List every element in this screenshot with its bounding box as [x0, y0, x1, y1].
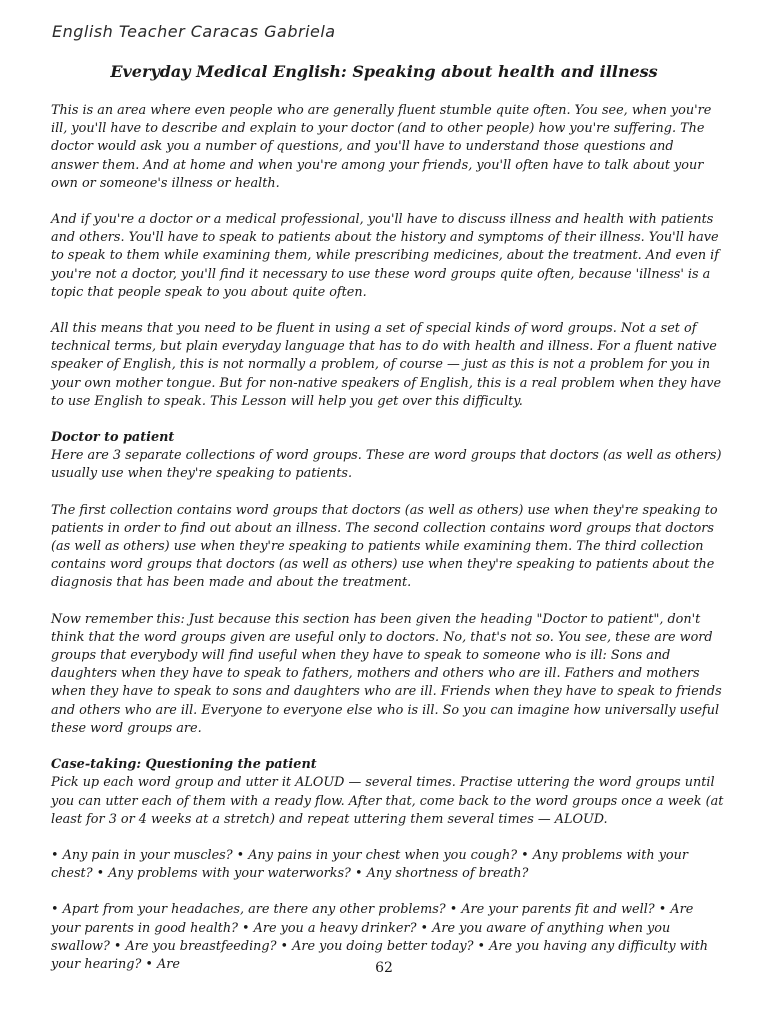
collections-intro-paragraph: Here are 3 separate collections of word groups. These are word groups that doctors (as well as others) usually use when they're speaking to patients.: [51, 448, 722, 482]
page-title: Everyday Medical English: Speaking about health and illness: [110, 62, 658, 81]
header-note: English Teacher Caracas Gabriela: [52, 22, 336, 41]
section-heading-doctor-to-patient: Doctor to patient: [51, 430, 175, 446]
page-number: 62: [375, 960, 393, 976]
intro-paragraph: This is an area where even people who are generally fluent stumble quite often. You see, when you're ill, you'll have to describe and explain to your doctor (and to other people) how you're suffering. The doctor would ask you a number of questions, and you'll have to understand those questions and answer them. And at home and when you're among your friends, you'll often have to talk about your own or someone's illness or health.: [51, 103, 712, 191]
remember-paragraph: Now remember this: Just because this section has been given the heading "Doctor to patient", don't think that the word groups given are useful only to doctors. No, that's not so. You see, these are word groups that everybody will find useful when they have to speak to someone who is ill: Sons and daughters when they have to speak to fathers, mothers and others who are ill. Fathers and mothers when they have to speak to sons and daughters who are ill. Friends when they have to speak to friends and others who are ill. Everyone to everyone else who is ill. So you can imagine how universally useful these word groups are.: [51, 611, 722, 736]
questions-list-1: • Any pain in your muscles? • Any pains in your chest when you cough? • Any problems with your chest? • Any problems with your waterworks? • Any shortness of breath?: [51, 847, 688, 882]
practice-paragraph: Pick up each word group and utter it ALOUD — several times. Practise uttering the word groups until you can utter each of them with a ready flow. After that, come back to the word groups once a week (at least for 3 or 4 weeks at a stretch) and repeat uttering them several times — ALOUD.: [51, 775, 724, 827]
questions-list-2: • Apart from your headaches, are there any other problems? • Are your parents fit and well? • Are your parents in good health? • Are you a heavy drinker? • Are you aware of anything when you swallow? • Are you breastfeeding? • Are you doing better today? • Are you having any difficulty with your hearing? • Are: [51, 902, 709, 972]
professional-paragraph: And if you're a doctor or a medical professional, you'll have to discuss illness and health with patients and others. You'll have to speak to patients about the history and symptoms of their illness. You'll have to speak to them while examining them, while prescribing medicines, about the treatment. And even if you're not a doctor, you'll find it necessary to use these word groups quite often, because 'illness' is a topic that people speak to you about quite often.: [51, 212, 719, 300]
collections-detail-paragraph: The first collection contains word groups that doctors (as well as others) use when they're speaking to patients in order to find out about an illness. The second collection contains word groups that doctors (as well as others) use when they're speaking to patients while examining them. The third collection contains word groups that doctors (as well as others) use when they're speaking to patients about the diagnosis that has been made and about the treatment.: [51, 502, 718, 591]
body-text: [51, 102, 724, 992]
fluency-paragraph: All this means that you need to be fluent in using a set of special kinds of word groups. Not a set of technical terms, but plain everyday language that has to do with health and illness. For a fluent native speaker of English, this is not normally a problem, of course — just as this is not a problem for you in your own mother tongue. But for non-native speakers of English, this is a real problem when they have to use English to speak. This Lesson will help you get over this difficulty.: [51, 321, 722, 409]
section-heading-case-taking: Case-taking: Questioning the patient: [51, 757, 317, 773]
